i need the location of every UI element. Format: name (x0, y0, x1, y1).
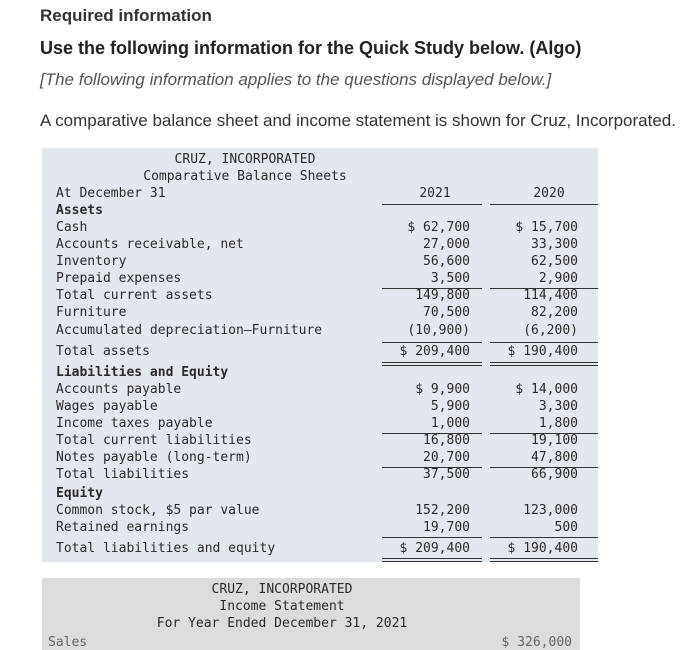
is-period: For Year Ended December 31, 2021 (156, 616, 408, 631)
required-information-heading: Required information (40, 6, 212, 25)
row-label: Prepaid expenses (56, 271, 182, 286)
note-text: [The following information applies to the questions displayed below.] (40, 70, 552, 89)
row-value-2020: 66,900 (531, 467, 578, 482)
row-value-2021: (10,900) (407, 323, 470, 338)
row-label: Cash (56, 220, 88, 235)
col-header-2021: 2021 (419, 186, 451, 201)
row-label: Total current assets (56, 288, 213, 303)
subtotal-rule (490, 342, 598, 343)
row-value-2020: 2,900 (538, 271, 578, 286)
row-label: Inventory (56, 254, 127, 269)
row-value-2021: 1,000 (430, 416, 470, 431)
total-double-rule (490, 362, 598, 366)
row-value-2020: 47,800 (531, 450, 578, 465)
row-label: Accounts payable (56, 382, 182, 397)
row-value-2021: 16,800 (423, 433, 470, 448)
row-value-2020: 500 (554, 520, 578, 535)
row-value-2020: 3,300 (538, 399, 578, 414)
header-rule-2021 (382, 204, 482, 205)
row-value-2021: $ 209,400 (399, 541, 470, 556)
row-value-2020: 114,400 (523, 288, 578, 303)
income-statement-panel (42, 578, 580, 650)
row-value-2021: 20,700 (423, 450, 470, 465)
row-value-2021: 149,800 (415, 288, 470, 303)
row-value-2021: 37,500 (423, 467, 470, 482)
col-header-2020: 2020 (533, 186, 565, 201)
total-double-rule (382, 558, 482, 562)
row-label: Accounts receivable, net (56, 237, 244, 252)
row-value-2021: 3,500 (430, 271, 470, 286)
balance-sheet-panel (42, 148, 598, 562)
row-value-2021: 19,700 (423, 520, 470, 535)
row-label: Common stock, $5 par value (56, 503, 260, 518)
row-label: Income taxes payable (56, 416, 213, 431)
row-value-2020: $ 190,400 (507, 541, 578, 556)
bs-date-label: At December 31 (56, 186, 166, 201)
row-label: Accumulated depreciation—Furniture (56, 323, 323, 338)
bs-company: CRUZ, INCORPORATED (174, 152, 316, 167)
liabilities-equity-heading: Liabilities and Equity (56, 365, 229, 380)
row-label-total-assets: Total assets (56, 344, 150, 359)
row-value-2021: 152,200 (415, 503, 470, 518)
row-value-2021: $ 62,700 (407, 220, 470, 235)
row-value-2020: $ 190,400 (507, 344, 578, 359)
row-value-2020: 82,200 (531, 305, 578, 320)
header-rule-2020 (490, 204, 598, 205)
total-double-rule (382, 362, 482, 366)
is-row-value: $ 326,000 (501, 635, 572, 650)
row-label: Furniture (56, 305, 127, 320)
row-label: Wages payable (56, 399, 158, 414)
row-value-2020: 1,800 (538, 416, 578, 431)
row-value-2021: 70,500 (423, 305, 470, 320)
subtotal-rule (382, 537, 482, 538)
is-company: CRUZ, INCORPORATED (211, 582, 353, 597)
equity-heading: Equity (56, 486, 103, 501)
row-label: Retained earnings (56, 520, 190, 535)
intro-text: A comparative balance sheet and income statement is shown for Cruz, Incorporated. (40, 111, 676, 130)
row-value-2020: 123,000 (523, 503, 578, 518)
row-value-2021: 27,000 (423, 237, 470, 252)
row-value-2020: $ 14,000 (515, 382, 578, 397)
row-label: Total liabilities (56, 467, 190, 482)
row-value-2021: 56,600 (423, 254, 470, 269)
row-value-2021: $ 9,900 (415, 382, 470, 397)
is-row-label: Sales (48, 635, 88, 650)
assets-heading: Assets (56, 203, 103, 218)
row-value-2021: $ 209,400 (399, 344, 470, 359)
row-value-2020: 33,300 (531, 237, 578, 252)
is-title: Income Statement (219, 599, 345, 614)
row-value-2021: 5,900 (430, 399, 470, 414)
row-label: Total current liabilities (56, 433, 252, 448)
instruction-heading: Use the following information for the Quick Study below. (Algo) (40, 38, 582, 58)
subtotal-rule (490, 537, 598, 538)
row-value-2020: 19,100 (531, 433, 578, 448)
row-value-2020: (6,200) (523, 323, 578, 338)
row-value-2020: 62,500 (531, 254, 578, 269)
total-double-rule (490, 558, 598, 562)
subtotal-rule (382, 342, 482, 343)
row-value-2020: $ 15,700 (515, 220, 578, 235)
bs-title: Comparative Balance Sheets (143, 169, 347, 184)
row-label-total-liabilities-equity: Total liabilities and equity (56, 541, 276, 556)
row-label: Notes payable (long-term) (56, 450, 252, 465)
